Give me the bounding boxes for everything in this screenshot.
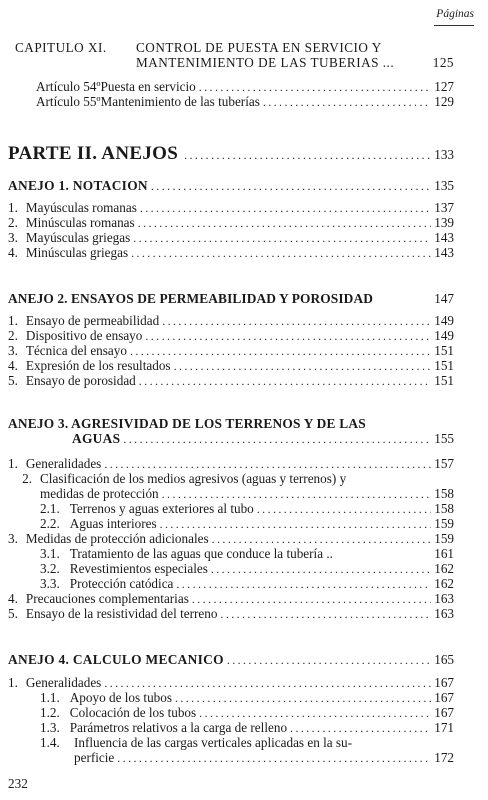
entry-number: 1. [8,200,18,215]
anejo-heading [8,178,454,194]
page-number: 133 [434,147,454,162]
page-number: 139 [434,215,454,230]
toc-entry [8,456,454,472]
page-number: 159 [434,531,454,546]
dot-leader [139,374,431,389]
dot-leader [130,344,431,359]
entry-number: 1. [8,313,18,328]
page-number: 149 [434,328,454,343]
dot-leader [192,592,431,607]
entry-number: 2.1. [40,501,60,516]
dot-leader [175,691,431,706]
dot-leader [212,532,432,547]
entry-number: 1. [8,675,18,690]
page-number: 129 [434,94,454,109]
entry-title: Minúsculas romanas [25,215,135,230]
toc-entry [8,675,454,691]
entry-title: Minúsculas griegas [25,245,129,260]
toc-entry [40,720,454,736]
entry-number: 1.3. [40,720,60,735]
dot-leader [123,432,431,447]
entry-number: 1.2. [40,705,60,720]
dot-leader [257,502,431,517]
dot-leader [211,562,431,577]
entry-number: 3. [8,343,18,358]
entry-title: Aguas interiores [69,516,157,531]
chapter-label: CAPITULO XI. [15,40,107,55]
entry-title: Precauciones complementarias [25,591,189,606]
entry-title: Mayúsculas griegas [25,230,131,245]
header-rule [434,25,474,26]
entry-number: 5. [8,606,18,621]
entry-number: 2. [8,328,18,343]
page-number: 143 [434,230,454,245]
dot-leader [145,329,431,344]
page-number: 172 [434,750,454,765]
entry-title: Dispositivo de ensayo [25,328,143,343]
entry-title: Apoyo de los tubos [69,690,172,705]
dot-leader [140,201,431,216]
entry-number: 3.2. [40,561,60,576]
dot-leader [117,751,431,766]
anejo-title-line2: AGUAS [72,431,121,446]
dot-leader [176,577,431,592]
dot-leader [220,607,431,622]
entry-number: 4. [8,591,18,606]
entry-title: Ensayo de permeabilidad [25,313,160,328]
entry-title: Técnica del ensayo [25,343,127,358]
anejo-title: ANEJO 2. ENSAYOS DE PERMEABILIDAD Y POROSIDAD [8,291,373,306]
toc-entry-line1 [8,471,454,486]
dot-leader [199,80,431,95]
dot-leader [184,148,431,163]
page-number: 167 [434,675,454,690]
page-number: 151 [434,343,454,358]
toc-entry [36,79,454,95]
page-number: 151 [434,358,454,373]
anejo-heading [72,431,454,447]
toc-entry [8,606,454,622]
entry-number: 2. [8,215,18,230]
page-number: 167 [434,690,454,705]
entry-number: 5. [8,373,18,388]
page-number: 171 [434,720,454,735]
entry-title-line1: Influencia de las cargas verticales aplicadas en la su- [74,735,353,750]
dot-leader [162,314,431,329]
toc-entry [8,200,454,216]
page-number: 125 [432,55,454,70]
anejo-title: ANEJO 4. CALCULO MECANICO [8,652,224,667]
toc-entry [40,546,454,562]
toc-entry [36,94,454,110]
anejo-title: ANEJO 3. AGRESIVIDAD DE LOS TERRENOS Y DE LAS [8,416,366,431]
entry-number: 4. [8,245,18,260]
entry-number: 3.3. [40,576,60,591]
dot-leader [174,359,432,374]
entry-title: Colocación de los tubos [69,705,197,720]
entry-title: Ensayo de la resistividad del terreno [25,606,218,621]
anejo-title: ANEJO 1. NOTACION [8,178,148,193]
toc-entry [8,215,454,231]
dot-leader [151,179,431,194]
dot-leader [162,487,432,502]
page-number: 162 [434,576,454,591]
dot-leader [131,246,431,261]
entry-number: 1.4. [40,735,60,750]
anejo-heading [8,652,454,668]
dot-leader [133,231,431,246]
anejo-heading-line1 [8,416,454,431]
entry-number: 2. [22,471,32,486]
part-heading [8,143,454,165]
page-number: 163 [434,606,454,621]
toc-entry [8,328,454,344]
anejo-heading [8,291,454,306]
entry-title: medidas de protección [40,486,159,501]
entry-title: perficie [74,750,115,765]
toc-entry [8,531,454,547]
entry-title: Parámetros relativos a la carga de relleno [69,720,288,735]
toc-entry-line1 [40,735,454,750]
page-number: 147 [434,291,454,306]
entry-title: Generalidades [25,675,102,690]
page-number: 151 [434,373,454,388]
toc-entry [40,690,454,706]
dot-leader [199,706,431,721]
page-number: 155 [434,431,454,446]
page-number: 135 [434,178,454,193]
entry-title: Medidas de protección adicionales [25,531,209,546]
toc-entry [74,750,454,766]
entry-number: 3. [8,230,18,245]
entry-title: Mayúsculas romanas [25,200,137,215]
entry-title: Generalidades [25,456,102,471]
entry-number: 3. [8,531,18,546]
entry-title: Tratamiento de las aguas que conduce la tubería .. [69,546,333,561]
toc-entry [8,313,454,329]
entry-number: 1. [8,456,18,471]
article-label: Artículo 55º [36,94,101,109]
page-number: 167 [434,705,454,720]
page-number: 162 [434,561,454,576]
page-number: 137 [434,200,454,215]
entry-number: 3.1. [40,546,60,561]
toc-entry [8,230,454,246]
toc-entry [8,343,454,359]
toc-entry [8,591,454,607]
entry-number: 2.2. [40,516,60,531]
part-title: PARTE II. ANEJOS [8,143,179,164]
page-number: 159 [434,516,454,531]
entry-title: Terrenos y aguas exteriores al tubo [69,501,254,516]
toc-entry [40,576,454,592]
dot-leader [227,653,431,668]
toc-entry [40,516,454,532]
chapter-title-line2: MANTENIMIENTO DE LAS TUBERIAS ... [136,55,395,70]
page-number: 149 [434,313,454,328]
page-number: 157 [434,456,454,471]
toc-entry [40,486,454,502]
dot-leader [104,457,431,472]
entry-title: Puesta en servicio [100,79,196,94]
toc-entry [8,373,454,389]
footer-page-number: 232 [8,776,28,791]
toc-entry [40,705,454,721]
page-number: 158 [434,486,454,501]
entry-number: 4. [8,358,18,373]
entry-title: Expresión de los resultados [25,358,171,373]
entry-title: Ensayo de porosidad [25,373,136,388]
dot-leader [290,721,431,736]
entry-number: 1.1. [40,690,60,705]
page-number: 161 [434,546,454,561]
page-number: 158 [434,501,454,516]
dot-leader [263,95,431,110]
page-number: 143 [434,245,454,260]
entry-title: Protección catódica [69,576,174,591]
dot-leader [138,216,432,231]
chapter-title-row [136,55,454,70]
page-number: 165 [434,652,454,667]
page-number: 163 [434,591,454,606]
dot-leader [160,517,432,532]
article-label: Artículo 54º [36,79,101,94]
toc-entry [8,358,454,374]
chapter-title-line1: CONTROL DE PUESTA EN SERVICIO Y [136,40,382,55]
entry-title: Mantenimiento de las tuberías [100,94,260,109]
entry-title-line1: Clasificación de los medios agresivos (aguas y terrenos) y [40,471,347,486]
page-number: 127 [434,79,454,94]
toc-entry [40,501,454,517]
header-paginas-label: Páginas [436,8,474,20]
dot-leader [104,676,431,691]
toc-entry [8,245,454,261]
entry-title: Revestimientos especiales [69,561,208,576]
toc-entry [40,561,454,577]
